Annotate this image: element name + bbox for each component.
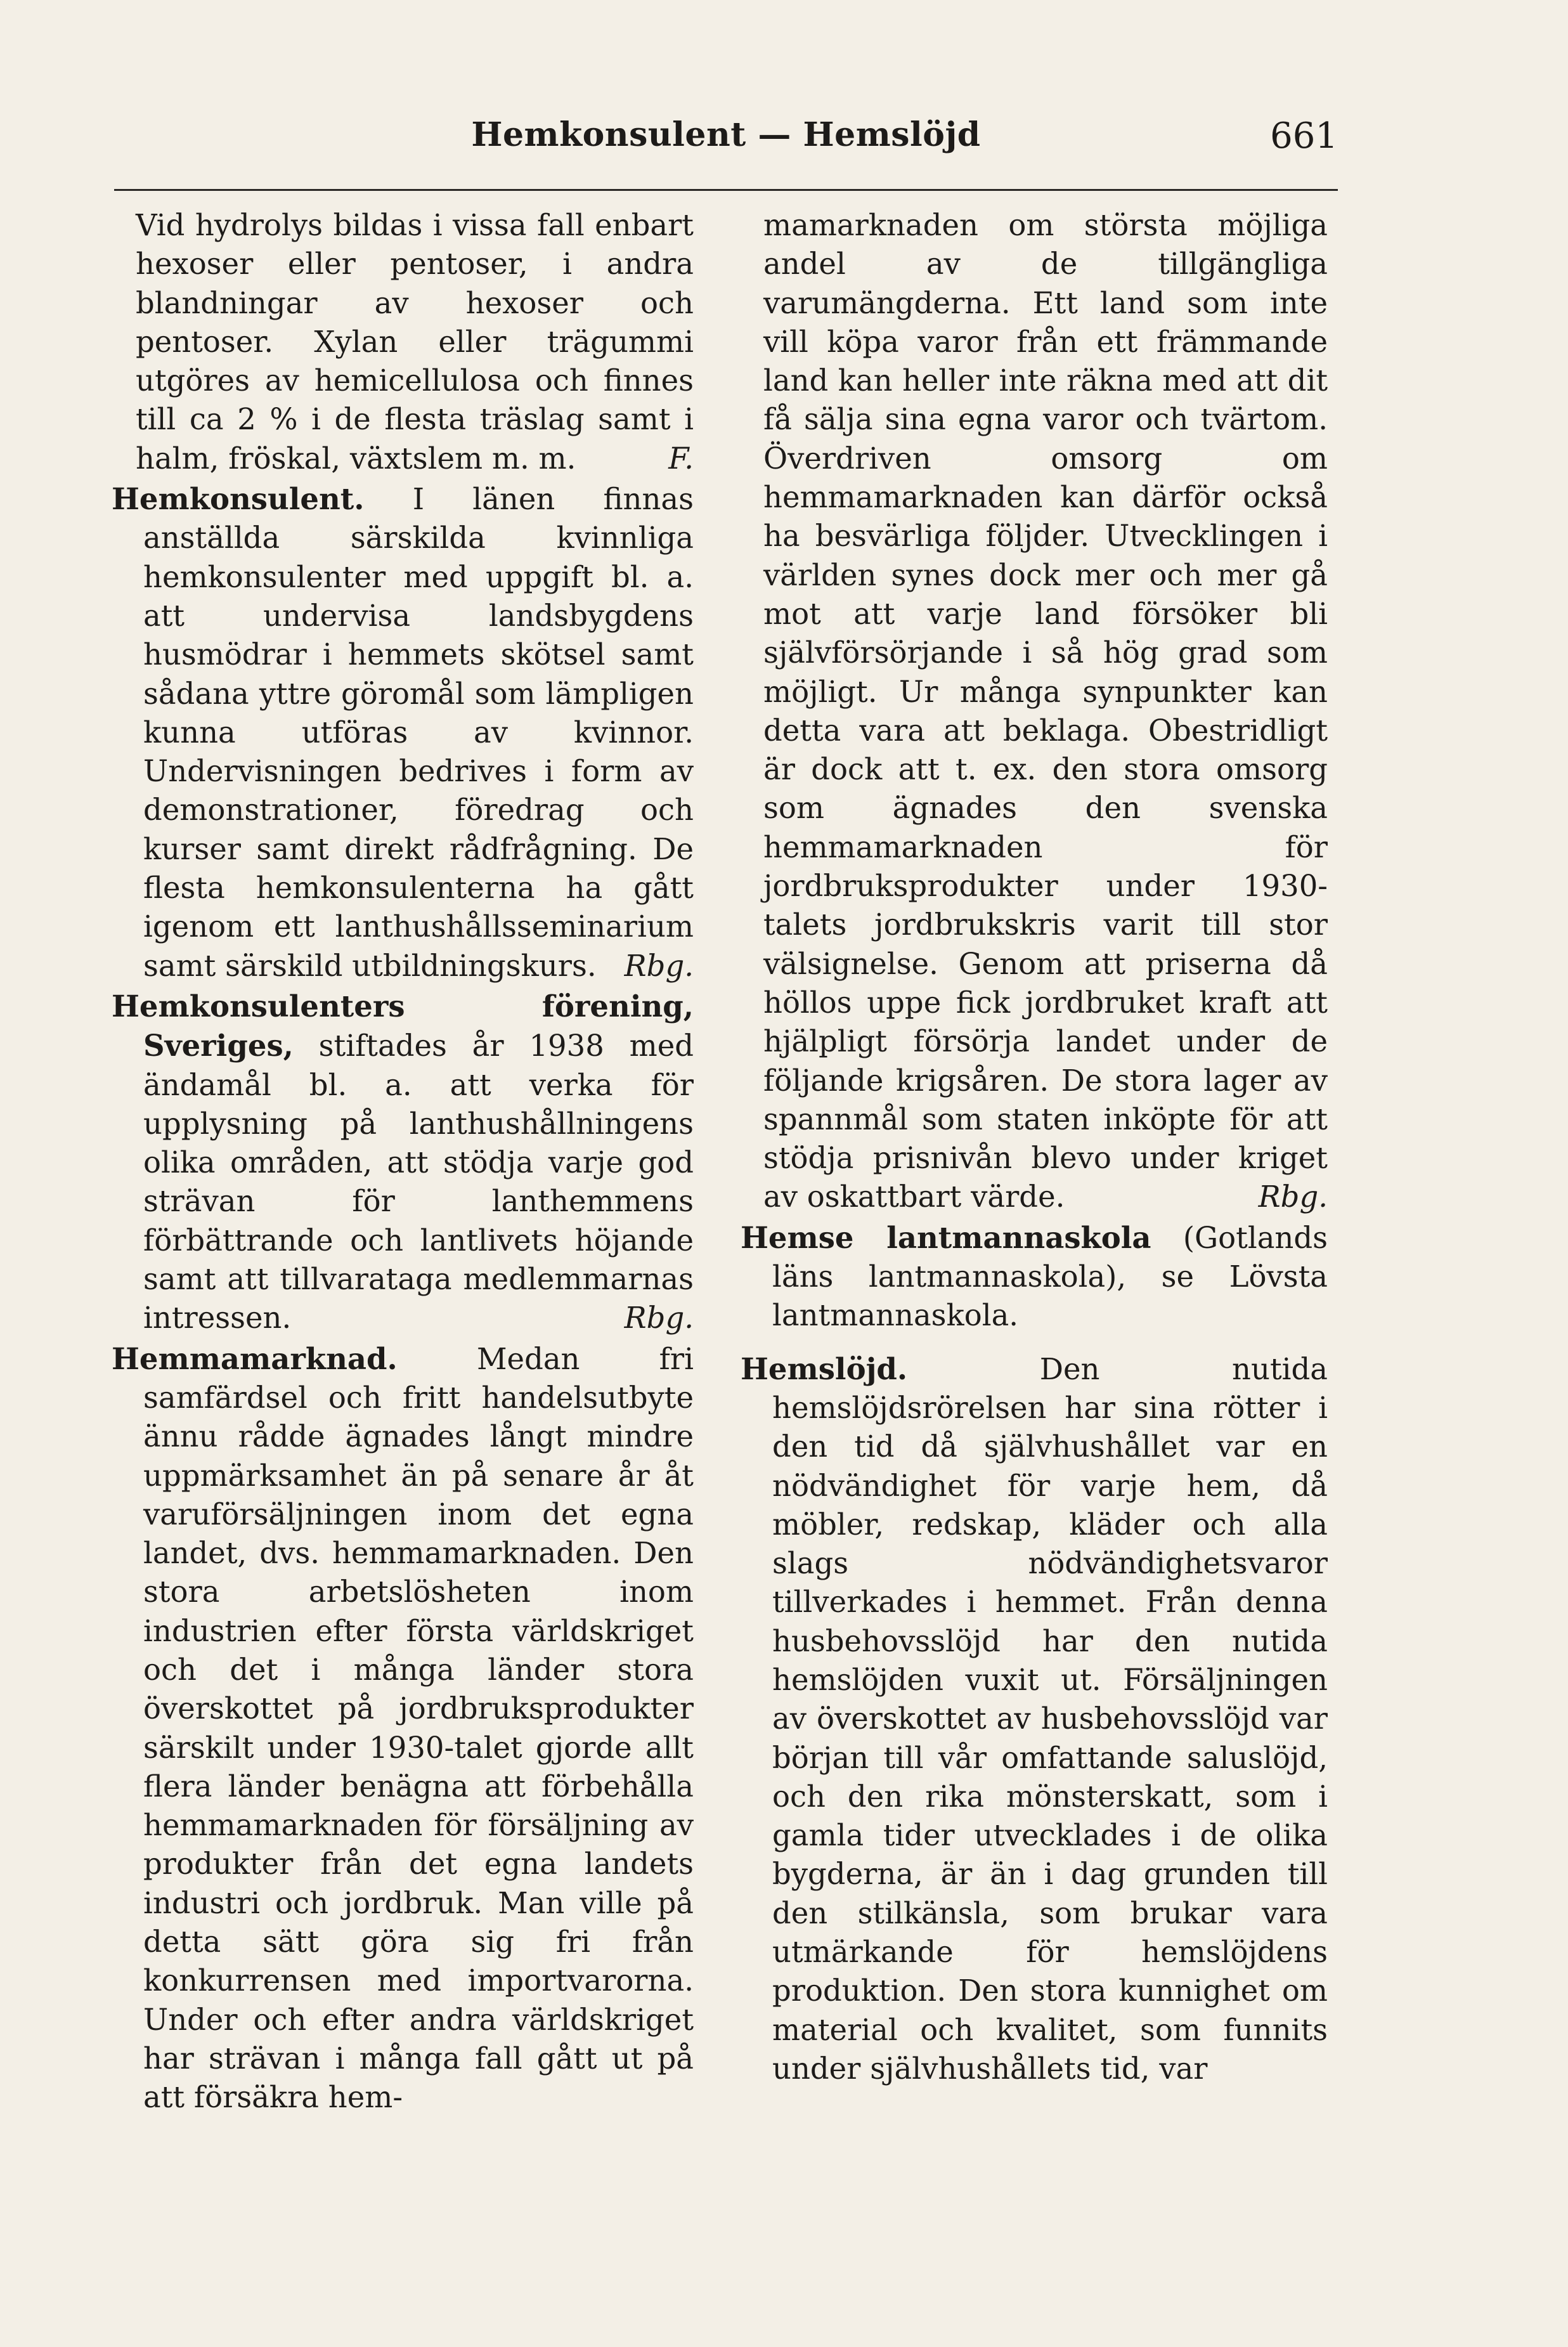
entry-text: stiftades år 1938 med ändamål bl. a. att verka för upplysning på lanthushållningens olika områden, att stödja varje god strävan för lanthemmens förbättrande och lantlivets höjande samt att tillvarataga medlemmarnas intressen.	[143, 1029, 694, 1336]
entry-hemkonsulent	[112, 479, 694, 985]
header-title: Hemkonsulent — Hemslöjd	[471, 115, 981, 154]
entry-hemslojd	[741, 1349, 1328, 2089]
entry-hemmamarknad-continuation	[741, 206, 1328, 1217]
entry-hemmamarknad	[112, 1339, 694, 2117]
author-signature: Rbg.	[1258, 1180, 1328, 1214]
page-number: 661	[1270, 115, 1338, 157]
entry-headword: Hemmamarknad.	[112, 1341, 398, 1376]
entry-text: mamarknaden om största möjliga andel av de tillgängliga varumängderna. Ett land som inte vill köpa varor från ett främmande land kan heller inte räkna med att dit få sälja sina egna varor och tvärtom. Överdriven omsorg om hemmamarknaden kan därför också ha besvärliga följder. Utvecklingen i världen synes dock mer och mer gå mot att varje land försöker bli självförsörjande i så hög grad som möjligt. Ur många synpunkter kan detta vara att beklaga. Obestridligt är dock att t. ex. den stora omsorg som ägnades den svenska hemmamarknaden för jordbruksprodukter under 1930-talets jordbrukskris varit till stor välsignelse. Genom att priserna då höllos uppe fick jordbruket kraft att hjälpligt försörja landet under de följande krigsåren. De stora lager av spannmål som staten inköpte för att stödja prisnivån blevo under kriget av oskattbart värde.	[763, 208, 1328, 1214]
header-rule	[114, 189, 1338, 191]
entry-headword: Hemslöjd.	[741, 1351, 908, 1386]
entry-text: Den nutida hemslöjdsrörelsen har sina rötter i den tid då självhushållet var en nödvändighet för varje hem, då möbler, redskap, kläder och alla slags nödvändighetsvaror tillverkades i hemmet. Från denna husbehovsslöjd har den nutida hemslöjden vuxit ut. Försäljningen av överskottet av husbehovsslöjd var början till vår omfattande saluslöjd, och den rika mönsterskatt, som i gamla tider utvecklades i de olika bygderna, är än i dag grunden till den stilkänsla, som brukar vara utmärkande för hemslöjdens produktion. Den stora kunnighet om material och kvalitet, som funnits under självhushållets tid, var	[772, 1351, 1328, 2086]
entry-text: Medan fri samfärdsel och fritt handelsutbyte ännu rådde ägnades långt mindre uppmärksamhet än på senare år åt varuförsäljningen inom det egna landet, dvs. hemmamarknaden. Den stora arbetslösheten inom industrien efter första världskriget och det i många länder stora överskottet på jordbruksprodukter särskilt under 1930-talet gjorde allt flera länder benägna att förbehålla hemmamarknaden för försäljning av produkter från det egna landets industri och jordbruk. Man ville på detta sätt göra sig fri från konkurrensen med importvarorna. Under och efter andra världskriget har strävan i många fall gått ut på att försäkra hem-	[143, 1341, 694, 2115]
entry-headword: Hemkonsulenters förening, Sveriges,	[112, 988, 694, 1063]
entry-text: I länen finnas anställda särskilda kvinnliga hemkonsulenter med uppgift bl. a. att undervisa landsbygdens husmödrar i hemmets skötsel samt sådana yttre göromål som lämpligen kunna utföras av kvinnor. Undervisningen bedrives i form av demonstrationer, föredrag och kurser samt direkt rådfrågning. De flesta hemkonsulenterna ha gått igenom ett lanthushållsseminarium samt särskild utbildningskurs.	[143, 482, 694, 983]
entry-hemse-lantmannaskola	[741, 1218, 1328, 1336]
entry-hydrolys-continuation	[112, 206, 694, 478]
right-column	[741, 206, 1328, 2088]
entry-hemkonsulenters-forening	[112, 987, 694, 1338]
running-header	[114, 115, 1338, 166]
entry-text: Vid hydrolys bildas i vissa fall enbart hexoser eller pentoser, i andra blandningar av hexoser och pentoser. Xylan eller trägummi utgöres av hemicellulosa och finnes till ca 2 % i de flesta träslag samt i halm, fröskal, växtslem m. m.	[136, 208, 694, 476]
author-signature: F.	[668, 441, 694, 476]
entry-headword: Hemse lantmannaskola	[741, 1219, 1151, 1255]
left-column	[112, 206, 694, 2117]
entry-text: (Gotlands läns lantmannaskola), se Lövsta lantmannaskola.	[772, 1220, 1328, 1333]
author-signature: Rbg.	[624, 948, 694, 983]
author-signature: Rbg.	[624, 1301, 694, 1336]
entry-headword: Hemkonsulent.	[112, 481, 365, 517]
